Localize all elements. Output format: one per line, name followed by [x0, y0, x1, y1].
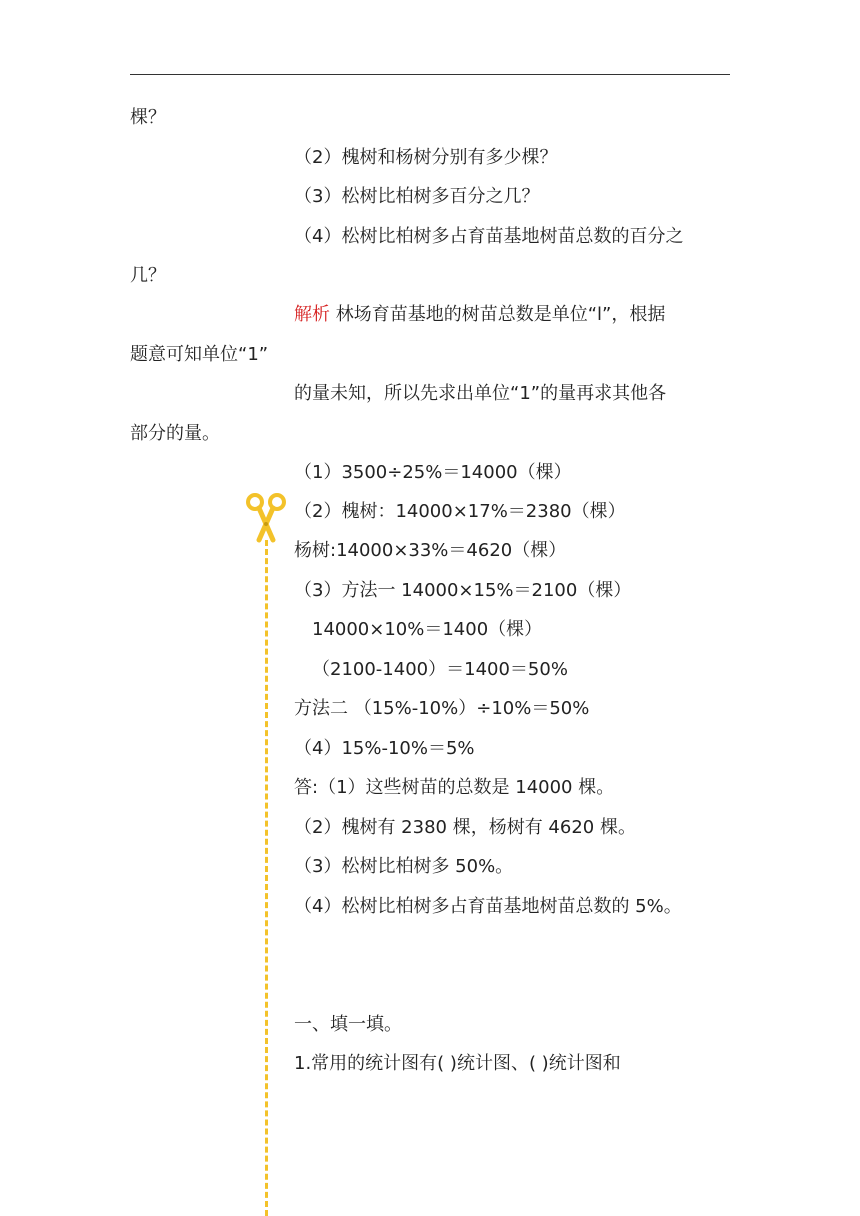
analysis-text: 林场育苗基地的树苗总数是单位“l”，根据: [330, 304, 666, 325]
section-heading: 一、填一填。: [294, 1014, 402, 1035]
answer-4: （4）松树比柏树多占育苗基地树苗总数的 5%。: [294, 896, 682, 917]
question-4: （4）松树比柏树多占育苗基地树苗总数的百分之: [294, 226, 684, 247]
answer-2: （2）槐树有 2380 棵，杨树有 4620 棵。: [294, 817, 636, 838]
solution-3b: 14000×10%＝1400（棵）: [312, 619, 543, 640]
analysis-line: [294, 303, 665, 327]
question-2: （2）槐树和杨树分别有多少棵？: [294, 147, 558, 168]
solution-2: （2）槐树：14000×17%＝2380（棵）: [294, 501, 626, 522]
text-line: 棵？: [130, 107, 166, 128]
header-rule: [130, 74, 730, 75]
solution-3c: （2100-1400）＝1400＝50%: [312, 659, 568, 680]
text-line: 几？: [130, 265, 166, 286]
solution-2b: 杨树:14000×33%＝4620（棵）: [294, 540, 567, 561]
text-line: 的量未知，所以先求出单位“1”的量再求其他各: [294, 383, 667, 404]
text-line: 部分的量。: [130, 423, 220, 444]
analysis-label: 解析: [294, 304, 330, 325]
solution-3: （3）方法一 14000×15%＝2100（棵）: [294, 580, 632, 601]
answer-3: （3）松树比柏树多 50%。: [294, 856, 514, 877]
solution-4: （4）15%-10%＝5%: [294, 738, 475, 759]
question-3: （3）松树比柏树多百分之几？: [294, 186, 540, 207]
fill-question-1: 1.常用的统计图有( )统计图、( )统计图和: [294, 1053, 621, 1074]
scissors-icon: [245, 492, 287, 544]
solution-1: （1）3500÷25%＝14000（棵）: [294, 462, 572, 483]
text-line: 题意可知单位“1”: [130, 344, 269, 365]
dashed-cut-line: [265, 540, 268, 1216]
answer-1: 答:（1）这些树苗的总数是 14000 棵。: [294, 777, 615, 798]
solution-3d: 方法二 （15%-10%）÷10%＝50%: [294, 698, 590, 719]
